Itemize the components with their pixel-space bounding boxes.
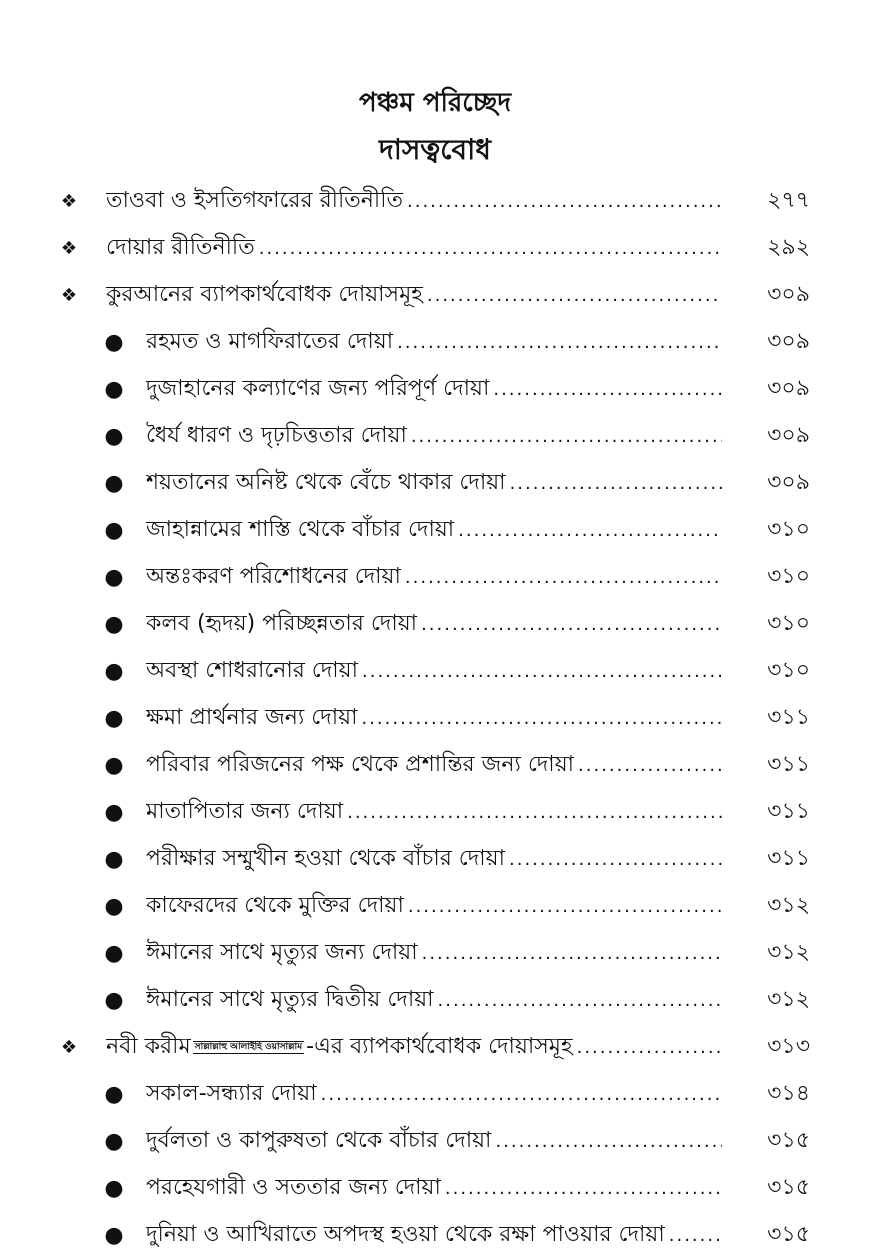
dot-leader [405,567,722,588]
entry-label-text: ধৈর্য ধারণ ও দৃঢ়চিত্ততার দোয়া [146,423,407,448]
entry-text [146,559,722,596]
page-number: ৩১০ [767,658,810,683]
entry-label [146,559,401,596]
dot-bullet-icon: ● [104,847,124,872]
toc-sub-entry [0,460,870,507]
dot-leader [421,614,722,635]
entry-text [146,747,722,784]
entry-text [106,230,722,267]
entry-label-text: ঈমানের সাথে মৃত্যুর দ্বিতীয় দোয়া [146,987,434,1012]
entry-text [146,606,722,643]
dot-leader [493,379,722,400]
entry-label [106,277,423,314]
page-number: ৩১২ [767,940,810,965]
dot-leader [509,849,722,870]
entry-label [146,982,434,1019]
dot-leader [427,285,722,306]
diamond-bullet-icon: ❖ [60,191,78,212]
toc-sub-entry [0,883,870,930]
page-number: ৩১২ [767,987,810,1012]
entry-label [146,888,404,925]
entry-text [146,324,722,361]
entry-text [106,1029,722,1066]
entry-label-text: অবস্থা শোধরানোর দোয়া [146,658,359,683]
entry-text [146,935,722,972]
entry-label [146,606,417,643]
page-number: ৩০৯ [767,282,810,307]
entry-label-text: কলব (হৃদয়) পরিচ্ছন্নতার দোয়া [146,611,418,636]
dot-bullet-icon: ● [104,424,124,449]
entry-label-text: ঈমানের সাথে মৃত্যুর জন্য দোয়া [146,940,418,965]
toc-sub-entry [0,789,870,836]
toc-sub-entry [0,648,870,695]
entry-text [146,653,722,690]
entry-label-text: দুনিয়া ও আখিরাতে অপদস্থ হওয়া থেকে রক্ষা পাওয়ার দোয়া [146,1222,665,1247]
entry-label-text: কাফেরদের থেকে মুক্তির দোয়া [146,893,404,918]
entry-text [146,1123,722,1160]
entry-text [146,794,722,831]
dot-leader [438,990,722,1011]
entry-text [146,418,722,455]
dot-bullet-icon: ● [104,800,124,825]
entry-label-text: পরহেযগারী ও সততার জন্য দোয়া [146,1175,441,1200]
entry-label-text: দোয়ার রীতিনীতি [106,235,255,260]
dot-bullet-icon: ● [104,706,124,731]
page-number: ৩০৯ [767,423,810,448]
entry-label-text: তাওবা ও ইসতিগফারের রীতিনীতি [106,188,403,213]
toc-sub-entry [0,554,870,601]
entry-label-text: সকাল-সন্ধ্যার দোয়া [146,1081,317,1106]
page-number: ২৭৭ [767,188,810,213]
dot-leader [361,708,722,729]
diamond-bullet-icon: ❖ [60,238,78,259]
honorific-calligraphy: সাল্লাল্লাহু আলাইহি ওয়াসাল্লাম [194,1041,303,1052]
page-number: ৩১৫ [767,1128,810,1153]
entry-text [146,512,722,549]
dot-leader [422,943,722,964]
dot-leader [510,473,722,494]
dot-leader [347,802,722,823]
toc-sub-entry [0,1165,870,1212]
dot-leader [445,1178,722,1199]
dot-leader [362,661,722,682]
dot-leader [411,426,722,447]
dot-leader [321,1084,722,1105]
dot-bullet-icon: ● [104,565,124,590]
entry-text [146,982,722,1019]
dot-bullet-icon: ● [104,330,124,355]
dot-bullet-icon: ● [104,377,124,402]
dot-leader [577,1037,722,1058]
page-number: ৩১০ [767,517,810,542]
page-number: ৩১১ [767,752,810,777]
dot-leader [407,191,722,212]
diamond-bullet-icon: ❖ [60,285,78,306]
entry-label [146,371,489,408]
page-number: ৩০৯ [767,376,810,401]
toc-sub-entry [0,930,870,977]
dot-leader [408,896,722,917]
page-number: ৩১৪ [767,1081,810,1106]
page-number: ৩১৫ [767,1175,810,1200]
entry-label-text: পরিবার পরিজনের পক্ষ থেকে প্রশান্তির জন্য দোয়া [146,752,575,777]
entry-label [146,324,393,361]
page-number: ২৯২ [767,235,810,260]
dot-bullet-icon: ● [104,659,124,684]
entry-label-text: মাতাপিতার জন্য দোয়া [146,799,344,824]
entry-label [106,1029,573,1066]
entry-label [106,183,403,220]
page-number: ৩১১ [767,799,810,824]
chapter-title: পঞ্চম পরিচ্ছেদ [359,88,511,118]
toc-sub-entry [0,742,870,789]
toc-sub-entry [0,695,870,742]
page-number: ৩১০ [767,611,810,636]
entry-text [146,888,722,925]
page-number: ৩১১ [767,705,810,730]
toc-main-entry [0,225,870,272]
entry-label [146,1217,665,1254]
entry-text [146,1170,722,1207]
table-of-contents [0,178,870,1259]
entry-label [146,1123,491,1160]
toc-sub-entry [0,977,870,1024]
entry-text [106,277,722,314]
dot-leader [259,238,722,259]
entry-label [146,1076,317,1113]
entry-label-suffix: -এর ব্যাপকার্থবোধক দোয়াসমূহ [306,1034,573,1059]
entry-label [146,794,343,831]
dot-bullet-icon: ● [104,1176,124,1201]
entry-label [146,512,454,549]
toc-sub-entry [0,1212,870,1259]
entry-text [146,465,722,502]
dot-leader [669,1225,722,1246]
entry-label-text: দুজাহানের কল্যাণের জন্য পরিপূর্ণ দোয়া [146,376,490,401]
toc-sub-entry [0,413,870,460]
page-number: ৩০৯ [767,470,810,495]
entry-label [146,935,418,972]
dot-bullet-icon: ● [104,988,124,1013]
toc-sub-entry [0,836,870,883]
page-number: ৩০৯ [767,329,810,354]
toc-sub-entry [0,507,870,554]
entry-label-text: জাহান্নামের শাস্তি থেকে বাঁচার দোয়া [146,517,455,542]
toc-main-entry [0,272,870,319]
dot-bullet-icon: ● [104,612,124,637]
toc-main-entry [0,1024,870,1071]
page-number: ৩১৫ [767,1222,810,1247]
dot-bullet-icon: ● [104,1223,124,1248]
entry-label-text: দুর্বলতা ও কাপুরুষতা থেকে বাঁচার দোয়া [146,1128,492,1153]
entry-label [146,841,505,878]
dot-bullet-icon: ● [104,518,124,543]
entry-label [146,747,574,784]
entry-label [146,418,407,455]
page-number: ৩১০ [767,564,810,589]
entry-label-text: অন্তঃকরণ পরিশোধনের দোয়া [146,564,401,589]
dot-leader [495,1131,722,1152]
dot-bullet-icon: ● [104,1082,124,1107]
entry-label-text: ক্ষমা প্রার্থনার জন্য দোয়া [146,705,358,730]
toc-sub-entry [0,1071,870,1118]
dot-bullet-icon: ● [104,753,124,778]
entry-label [146,700,357,737]
entry-label [146,465,506,502]
toc-sub-entry [0,601,870,648]
dot-leader [578,755,722,776]
dot-bullet-icon: ● [104,1129,124,1154]
page-number: ৩১১ [767,846,810,871]
page-number: ৩১২ [767,893,810,918]
dot-leader [397,332,722,353]
entry-label-text: শয়তানের অনিষ্ট থেকে বেঁচে থাকার দোয়া [146,470,506,495]
entry-label-text: কুরআনের ব্যাপকার্থবোধক দোয়াসমূহ [106,282,423,307]
dot-leader [458,520,722,541]
section-title: দাসত্ববোধ [379,133,491,166]
dot-bullet-icon: ● [104,894,124,919]
toc-main-entry [0,178,870,225]
entry-text [146,1076,722,1113]
entry-text [146,1217,722,1254]
entry-label-text: নবী করীম [106,1034,191,1059]
diamond-bullet-icon: ❖ [60,1037,78,1058]
entry-label [146,653,358,690]
entry-label [146,1170,441,1207]
entry-label-text: পরীক্ষার সম্মুখীন হওয়া থেকে বাঁচার দোয়া [146,846,506,871]
entry-label-text: রহমত ও মাগফিরাতের দোয়া [146,329,394,354]
entry-text [146,700,722,737]
page-number: ৩১৩ [767,1034,810,1059]
toc-sub-entry [0,366,870,413]
entry-text [106,183,722,220]
entry-text [146,371,722,408]
toc-sub-entry [0,1118,870,1165]
dot-bullet-icon: ● [104,941,124,966]
dot-bullet-icon: ● [104,471,124,496]
entry-text [146,841,722,878]
entry-label [106,230,255,267]
toc-sub-entry [0,319,870,366]
